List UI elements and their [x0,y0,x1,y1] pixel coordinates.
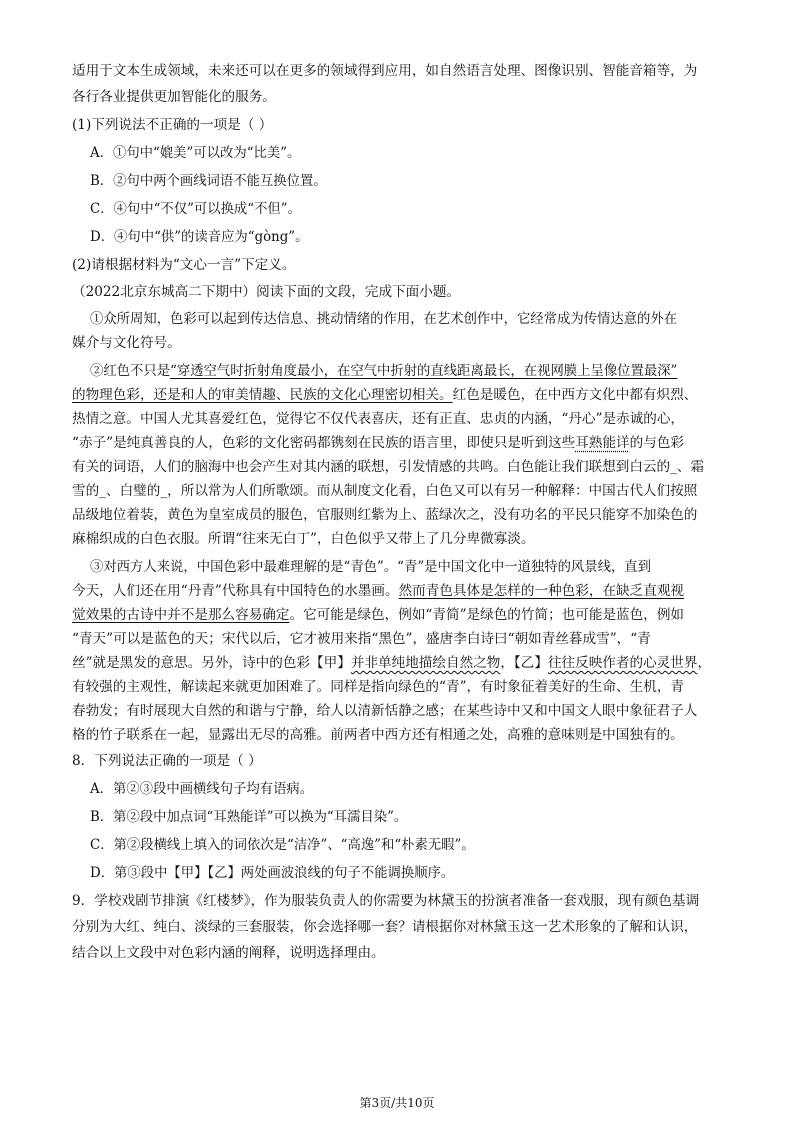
wavy-sentence-yi: 往往反映作者的心灵世界 [547,655,698,671]
paragraph-3-text: 丝”就是黑发的意思。另外，诗中的色彩【甲】 [72,655,351,671]
underlined-sentence: 然而青色具体是怎样的一种色彩，在缺乏直观视 [398,583,685,599]
paragraph-3-text: ，【乙】 [500,655,548,671]
paragraph-2-line: 品级地位着装，黄色为皇室成员的服色，官服则红紫为上、蓝绿次之，没有功名的平民只能穿不加染色的 [72,507,698,523]
paragraph-3-text: 。它可能是绿色，例如“青简”是绿色的竹简；也可能是蓝色，例如 [289,607,685,623]
underlined-sentence: 觉效果的古诗中并不是那么容易确定 [72,607,290,623]
paragraph-3-text: ， [697,655,712,671]
dotted-word: 耳熟能详 [575,435,630,451]
paragraph-2-text: 的与色彩 [629,435,685,451]
question-9-line: 分别为大红、纯白、淡绿的三套服装，你会选择哪一套？请根据你对林黛玉这一艺术形象的了解和认识， [72,919,698,935]
question-stem-2: (2)请根据材料为“文心一言”下定义。 [72,257,296,273]
page-number-footer: 第3页/共10页 [359,1096,435,1110]
paragraph-3-line [72,654,722,672]
option-a: A．①句中“媲美”可以改为“比美”。 [90,145,301,161]
paragraph-1-line: 媒介与文化符号。 [72,335,181,351]
underlined-sentence: 的物理色彩，还是和人的审美情趣、民族的文化心理密切相关。 [72,387,453,403]
passage-source: （2022北京东城高二下期中）阅读下面的文段，完成下面小题。 [72,284,461,300]
paragraph-2-text: 红色是暖色，在中西方文化中都有炽烈、 [452,387,698,403]
question-8-option-b: B．第②段中加点词“耳熟能详”可以换为“耳濡目染”。 [90,809,408,825]
option-d: D．④句中“供”的读音应为“gòng”。 [90,229,309,245]
paragraph-2-line: 雪的_、白璧的_，所以常为人们所歌颂。而从制度文化看，白色又可以有另一种解释：中国古代人们按照 [72,483,698,499]
question-stem: (1)下列说法不正确的一项是（ ） [72,117,273,133]
paragraph-2-text: “赤子”是纯真善良的人，色彩的文化密码都镌刻在民族的语言里，即使只是听到这些 [72,435,576,451]
paragraph-1-line: ①众所周知，色彩可以起到传达信息、挑动情绪的作用，在艺术创作中，它经常成为传情达意的外在 [90,311,678,327]
paragraph-3-line [72,582,722,600]
question-8-option-d: D．第③段中【甲】【乙】两处画波浪线的句子不能调换顺序。 [90,865,455,881]
paragraph-3-line: 有较强的主观性，解读起来就更加困难了。同样是指向绿色的“青”，有时象征着美好的生命、生机，青 [72,679,685,695]
paragraph-2-line: 热情之意。中国人尤其喜爱红色，觉得它不仅代表喜庆，还有正直、忠贞的内涵，“丹心”是赤诚的心， [72,411,685,427]
question-8-stem: 8．下列说法正确的一项是（ ） [72,753,262,769]
wavy-sentence-jia: 并非单纯地描绘自然之物 [350,655,501,671]
paragraph-2-line: 有关的词语，人们的脑海中也会产生对其内涵的联想，引发情感的共鸣。白色能让我们联想到白云的_、霜 [72,459,705,475]
question-9-line: 9．学校戏剧节排演《红楼梦》，作为服装负责人的你需要为林黛玉的扮演者准备一套戏服，现有颜色基调 [72,893,700,909]
option-b: B．②句中两个画线词语不能互换位置。 [90,173,327,189]
paragraph-2-text: ②红色不只是 [90,363,171,379]
underlined-sentence: “穿透空气时折射角度最小，在空气中折射的直线距离最长，在视网膜上呈像位置最深” [170,363,678,379]
paragraph-2-line [72,434,722,452]
paragraph-3-text: 今天，人们还在用“丹青”代称具有中国特色的水墨画。 [72,583,399,599]
paragraph-3-line: “青天”可以是蓝色的天；宋代以后，它才被用来指“黑色”，盛唐李白诗曰“朝如青丝暮成雪”，“青 [72,631,651,647]
paragraph-3-line: ③对西方人来说，中国色彩中最难理解的是“青色”。“青”是中国文化中一道独特的风景线，直到 [90,559,651,575]
paragraph-2-line: 麻棉织成的白色衣服。所谓“往来无白丁”，白色似乎又带上了几分卑微寡淡。 [72,531,535,547]
question-8-option-c: C．第②段横线上填入的词依次是“洁净”、“高逸”和“朴素无暇”。 [90,837,475,853]
question-9-line: 结合以上文段中对色彩内涵的阐释，说明选择理由。 [72,945,385,961]
paragraph-2-line [90,362,728,380]
paragraph-3-line [72,606,722,624]
paragraph-3-line: 格的竹子联系在一起，显露出无尽的高雅。前两者中西方还有相通之处，高雅的意味则是中国独有的。 [72,727,684,743]
intro-line-2: 各行各业提供更加智能化的服务。 [72,89,276,105]
intro-line-1: 适用于文本生成领域，未来还可以在更多的领域得到应用，如自然语言处理、图像识别、智能音箱等，为 [72,63,698,79]
paragraph-3-line: 春勃发；有时展现大自然的和谐与宁静，给人以清新恬静之感；在某些诗中又和中国文人眼中象征君子人 [72,703,698,719]
paragraph-2-line [72,386,722,404]
option-c: C．④句中“不仅”可以换成“不但”。 [90,201,301,217]
question-8-option-a: A．第②③段中画横线句子均有语病。 [90,781,314,797]
